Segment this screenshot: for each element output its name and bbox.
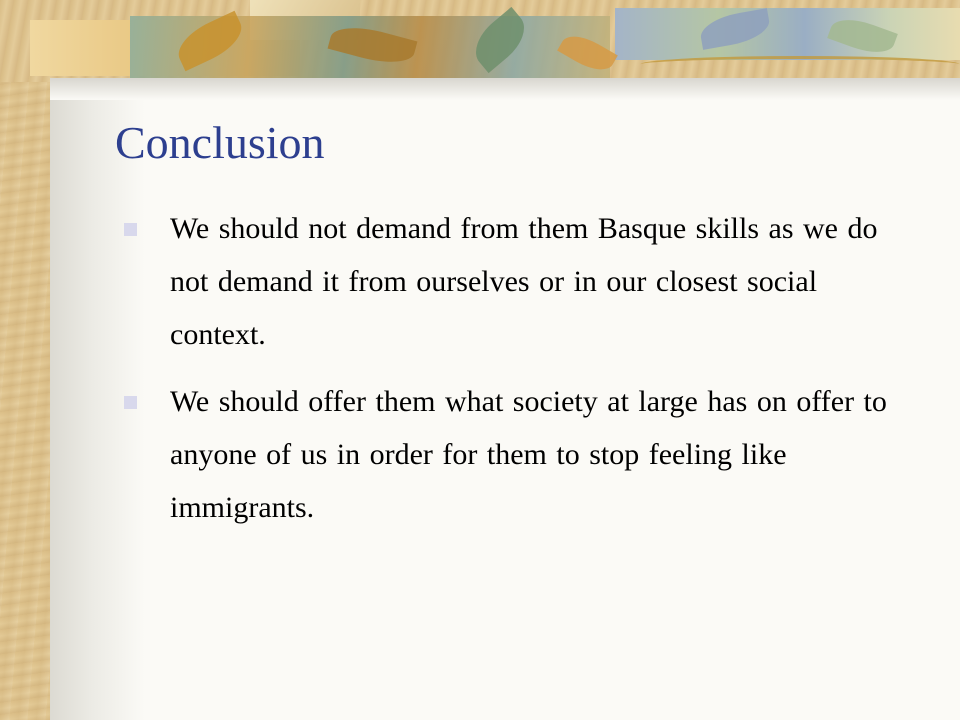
vine-decoration [640,56,960,73]
bullet-item [120,202,900,361]
square-bullet-icon [124,396,137,409]
bullet-list [120,202,900,548]
slide-title: Conclusion [115,117,325,168]
square-bullet-icon [124,223,137,236]
decorative-banner [0,0,960,82]
bullet-text: We should not demand from them Basque skills as we do not demand it from ourselves or in our closest social context. [170,212,878,351]
banner-photo-strip [615,8,960,60]
banner-shadow [50,78,960,100]
bullet-text: We should offer them what society at large has on offer to anyone of us in order for them to stop feeling like immigrants. [170,385,887,524]
parchment-side-strip [0,0,50,720]
bullet-item [120,375,900,534]
